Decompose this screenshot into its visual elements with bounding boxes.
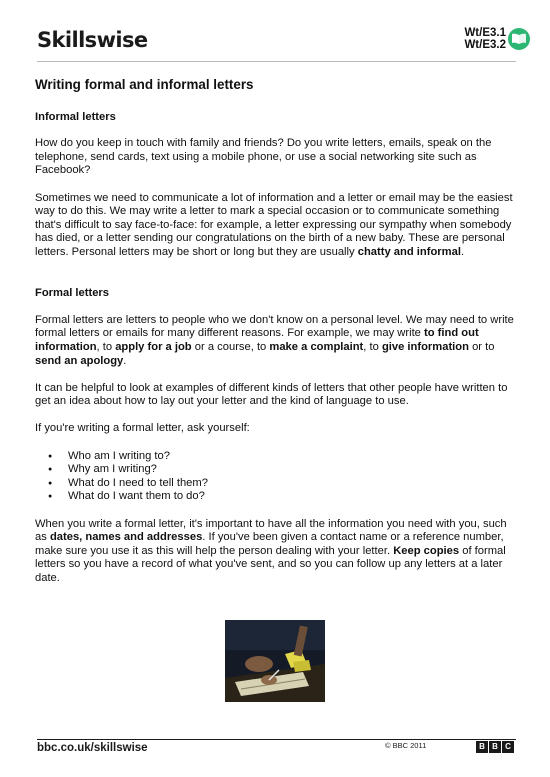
formal-paragraph: When you write a formal letter, it's important to have all the information you need with you, such as dates, names and addresses. If you've been given a contact name or a reference number, make sure you use it as this will help the person dealing with your letter. Keep copies of formal letters so you have a record of what you've sent, and so you can follow up any letters at a later date. <box>35 517 507 584</box>
curriculum-codes <box>464 27 506 51</box>
copyright-text: © BBC 2011 <box>385 741 427 750</box>
logo-text: Skillswise <box>37 28 148 52</box>
section-heading-informal: Informal letters <box>35 110 116 123</box>
section-heading-formal: Formal letters <box>35 287 109 300</box>
bbc-logo-letter: B <box>476 741 488 753</box>
bbc-logo-letter: B <box>489 741 501 753</box>
list-item: ● Who am I writing to? <box>35 450 516 464</box>
formal-paragraph: It can be helpful to look at examples of different kinds of letters that other people have written to get an idea about how to lay out your letter and the kind of language to use. <box>35 381 508 408</box>
footer-url[interactable]: bbc.co.uk/skillswise <box>37 742 148 754</box>
letter-writing-photo <box>225 620 325 702</box>
page-title: Writing formal and informal letters <box>35 77 254 92</box>
list-item: ● Why am I writing? <box>35 463 516 477</box>
curriculum-code: Wt/E3.1 <box>464 27 506 39</box>
list-item: ● What do I need to tell them? <box>35 477 516 491</box>
header-divider <box>37 61 516 62</box>
formal-paragraph: Formal letters are letters to people who we don't know on a personal level. We may need to write formal letters or emails for many different reasons. For example, we may write to find out information, to apply for a job or a course, to make a complaint, to give information or to send an apology. <box>35 313 514 367</box>
formal-paragraph: If you're writing a formal letter, ask yourself: <box>35 422 250 435</box>
list-item: ● What do I want them to do? <box>35 490 516 504</box>
bbc-logo <box>476 741 514 753</box>
curriculum-code: Wt/E3.2 <box>464 39 506 51</box>
informal-paragraph: How do you keep in touch with family and friends? Do you write letters, emails, speak on the telephone, send cards, text using a mobile phone, or use a social networking site such as Facebook? <box>35 137 492 177</box>
question-list <box>35 450 516 504</box>
footer-divider <box>37 739 516 740</box>
worksheet-body <box>35 78 516 599</box>
bbc-logo-letter: C <box>502 741 514 753</box>
skillswise-logo[interactable] <box>37 28 148 52</box>
page-header <box>0 0 550 62</box>
book-icon <box>508 28 530 50</box>
informal-paragraph: Sometimes we need to communicate a lot of information and a letter or email may be the easiest way to do this. We may write a letter to mark a special occasion or to communicate something that's difficult to say face-to-face: for example, a letter expressing our sympathy when somebody has died, or a letter sending our congratulations on the birth of a new baby. These are personal letters. Personal letters may be short or long but they are usually chatty and informal. <box>35 191 513 258</box>
